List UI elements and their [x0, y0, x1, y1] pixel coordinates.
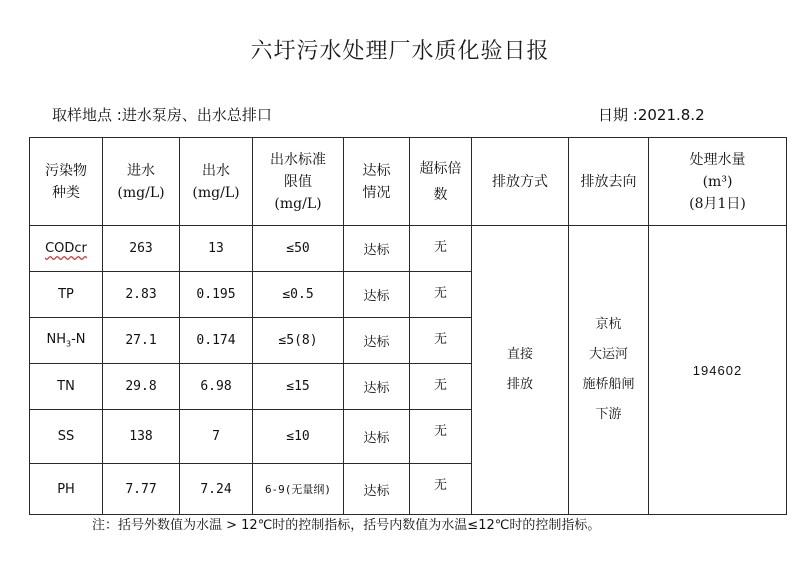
- exceed-value: 无: [410, 364, 472, 410]
- pollutant-name: PH: [30, 464, 103, 515]
- outflow-value: 13: [180, 226, 253, 272]
- report-title: 六圩污水处理厂水质化验日报: [250, 39, 550, 64]
- discharge-method-cell: 直接 排放: [472, 226, 569, 515]
- status-value: 达标: [344, 272, 410, 318]
- exceed-value: 无: [410, 272, 472, 318]
- pollutant-name: TP: [30, 272, 103, 318]
- limit-value: 6-9(无量纲): [253, 464, 344, 515]
- header-inflow: 进水 (mg/L): [103, 138, 180, 226]
- inflow-value: 2.83: [103, 272, 180, 318]
- status-value: 达标: [344, 226, 410, 272]
- pollutant-name: $NH_3-N$: [30, 318, 103, 364]
- header-row: [30, 138, 787, 226]
- header-exceed: 超标倍 数: [410, 138, 472, 226]
- header-discharge-destination: 排放去向: [569, 138, 649, 226]
- header-discharge-method: 排放方式: [472, 138, 569, 226]
- inflow-value: 7.77: [103, 464, 180, 515]
- status-value: 达标: [344, 410, 410, 464]
- inflow-value: 263: [103, 226, 180, 272]
- pollutant-name: SS: [30, 410, 103, 464]
- report-date: 日期 :2021.8.2: [598, 106, 705, 124]
- pollutant-name: TN: [30, 364, 103, 410]
- status-value: 达标: [344, 364, 410, 410]
- outflow-value: 0.195: [180, 272, 253, 318]
- limit-value: ≤10: [253, 410, 344, 464]
- outflow-value: 0.174: [180, 318, 253, 364]
- exceed-value: 无: [410, 318, 472, 364]
- water-quality-table: [29, 137, 787, 515]
- pollutant-name: CODcr: [30, 226, 103, 272]
- exceed-value: 无: [410, 226, 472, 272]
- limit-value: ≤5(8): [253, 318, 344, 364]
- limit-value: ≤50: [253, 226, 344, 272]
- discharge-destination-cell: 京杭 大运河 施桥船闸 下游: [569, 226, 649, 515]
- limit-value: ≤0.5: [253, 272, 344, 318]
- exceed-value: 无: [410, 410, 472, 464]
- header-volume: 处理水量 (m³) (8月1日): [649, 138, 787, 226]
- header-status: 达标 情况: [344, 138, 410, 226]
- treated-volume-value: 194602: [649, 226, 787, 515]
- status-value: 达标: [344, 318, 410, 364]
- inflow-value: 27.1: [103, 318, 180, 364]
- header-outflow: 出水 (mg/L): [180, 138, 253, 226]
- outflow-value: 6.98: [180, 364, 253, 410]
- status-value: 达标: [344, 464, 410, 515]
- footnote: 注：括号外数值为水温 > 12℃时的控制指标，括号内数值为水温≤12℃时的控制指标。: [92, 518, 601, 533]
- header-limit: 出水标准 限值 (mg/L): [253, 138, 344, 226]
- inflow-value: 138: [103, 410, 180, 464]
- table-row: [30, 226, 787, 272]
- limit-value: ≤15: [253, 364, 344, 410]
- outflow-value: 7.24: [180, 464, 253, 515]
- exceed-value: 无: [410, 464, 472, 515]
- header-pollutant: 污染物 种类: [30, 138, 103, 226]
- outflow-value: 7: [180, 410, 253, 464]
- sampling-location: 取样地点 :进水泵房、出水总排口: [52, 106, 272, 124]
- inflow-value: 29.8: [103, 364, 180, 410]
